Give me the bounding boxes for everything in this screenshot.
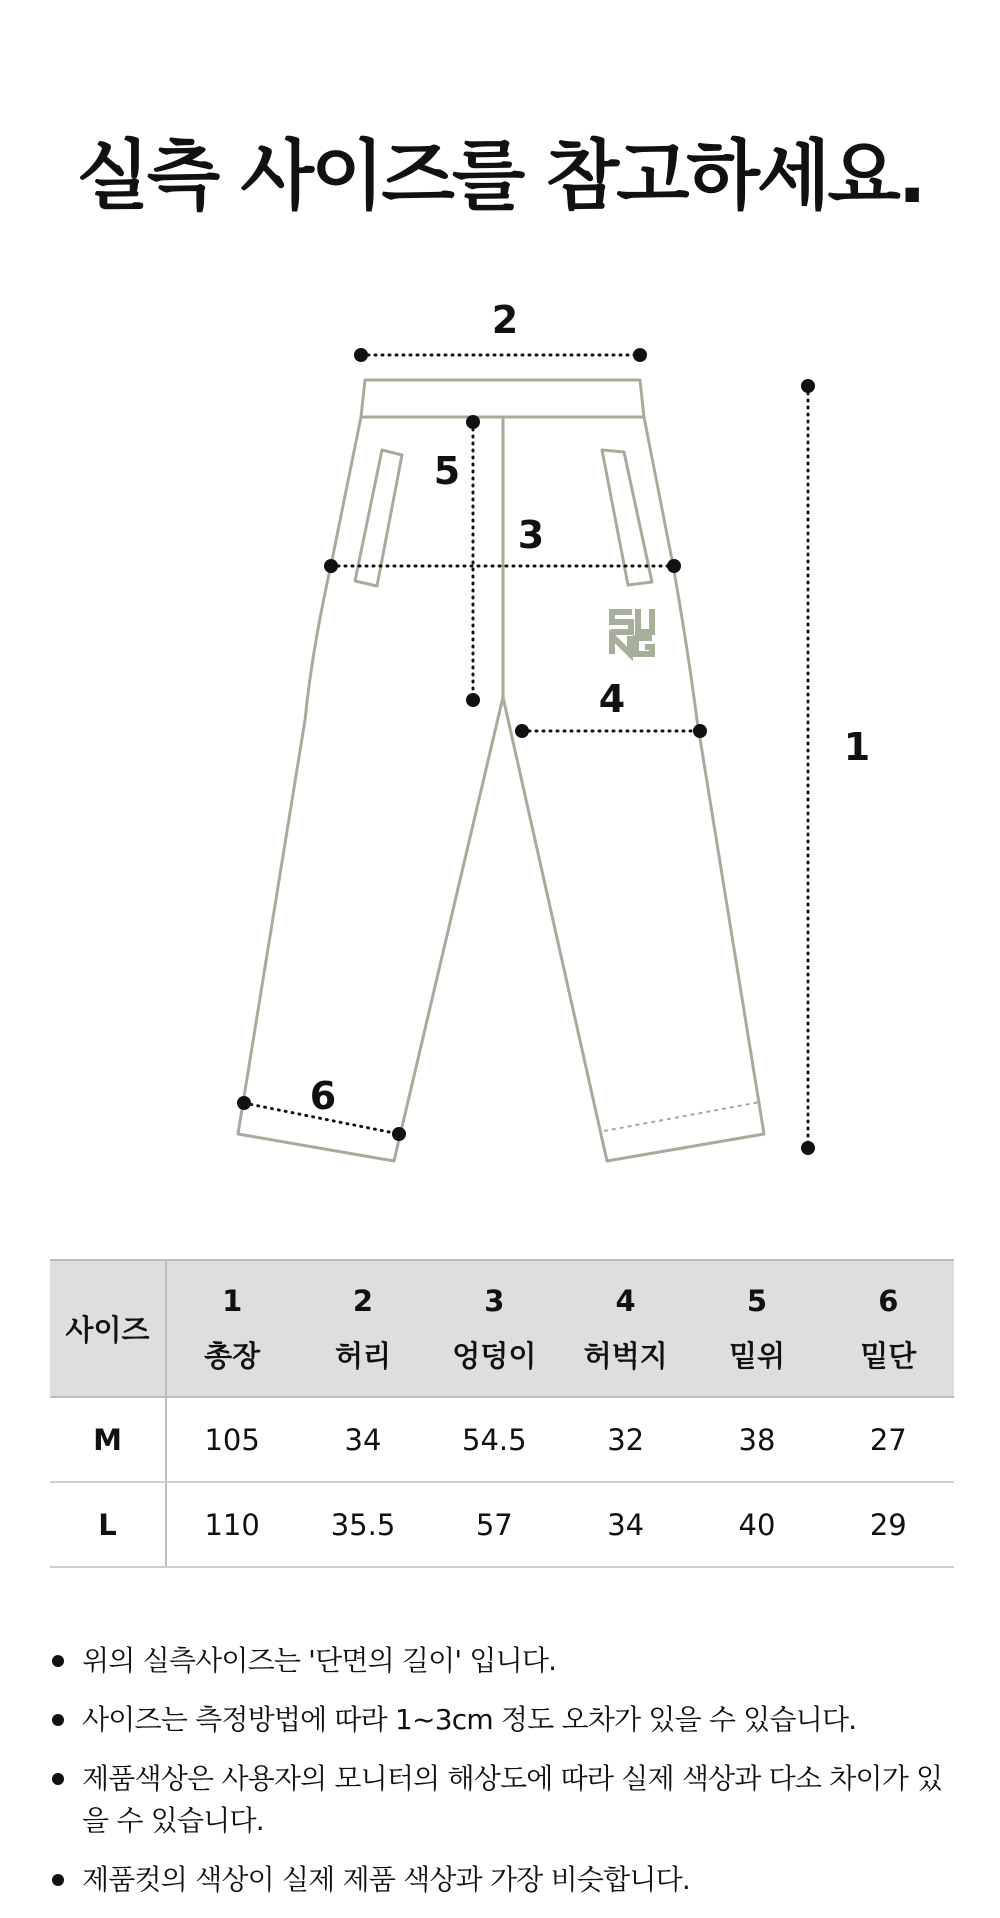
note-item: 위의 실측사이즈는 '단면의 길이' 입니다.: [50, 1640, 960, 1682]
table-cell: 27: [823, 1397, 954, 1482]
measure-label-6: 6: [309, 1074, 337, 1118]
column-header-6: 6 밑단: [823, 1260, 954, 1397]
pants-measurement-diagram: [0, 280, 1000, 1200]
note-item: 제품색상은 사용자의 모니터의 해상도에 따라 실제 색상과 다소 차이가 있을 수 있습니다.: [50, 1758, 960, 1842]
table-cell: 54.5: [429, 1397, 560, 1482]
table-cell: 29: [823, 1482, 954, 1567]
size-table: [50, 1259, 954, 1568]
table-row: [50, 1397, 954, 1482]
column-header-1: 1 총장: [166, 1260, 297, 1397]
table-cell: 34: [560, 1482, 691, 1567]
table-cell: 38: [691, 1397, 822, 1482]
measure-label-3: 3: [517, 513, 545, 557]
size-column-header: 사이즈: [50, 1260, 166, 1397]
table-cell: 35.5: [297, 1482, 428, 1567]
note-item: 제품컷의 색상이 실제 제품 색상과 가장 비슷합니다.: [50, 1859, 960, 1901]
table-row: [50, 1482, 954, 1567]
column-header-3: 3 엉덩이: [429, 1260, 560, 1397]
hem-stitch-line: [604, 1102, 760, 1131]
column-header-5: 5 밑위: [691, 1260, 822, 1397]
measure-label-5: 5: [433, 449, 461, 493]
table-cell: 40: [691, 1482, 822, 1567]
table-cell: 32: [560, 1397, 691, 1482]
row-size-label: L: [50, 1482, 166, 1567]
page-title: 실측 사이즈를 참고하세요.: [76, 131, 924, 220]
measure-label-1: 1: [843, 725, 871, 769]
measure-label-4: 4: [598, 677, 626, 721]
table-cell: 105: [166, 1397, 297, 1482]
measure-endpoints: [237, 348, 815, 1155]
table-header-row: [50, 1260, 954, 1397]
table-cell: 110: [166, 1482, 297, 1567]
column-header-4: 4 허벅지: [560, 1260, 691, 1397]
note-item: 사이즈는 측정방법에 따라 1~3cm 정도 오차가 있을 수 있습니다.: [50, 1699, 960, 1741]
brand-logo-mark: [611, 609, 652, 654]
measure-lines: [244, 355, 808, 1148]
measure-label-2: 2: [491, 298, 519, 342]
table-cell: 34: [297, 1397, 428, 1482]
row-size-label: M: [50, 1397, 166, 1482]
column-header-2: 2 허리: [297, 1260, 428, 1397]
notes-list: [50, 1640, 960, 1918]
table-cell: 57: [429, 1482, 560, 1567]
pants-outline: [238, 380, 764, 1161]
